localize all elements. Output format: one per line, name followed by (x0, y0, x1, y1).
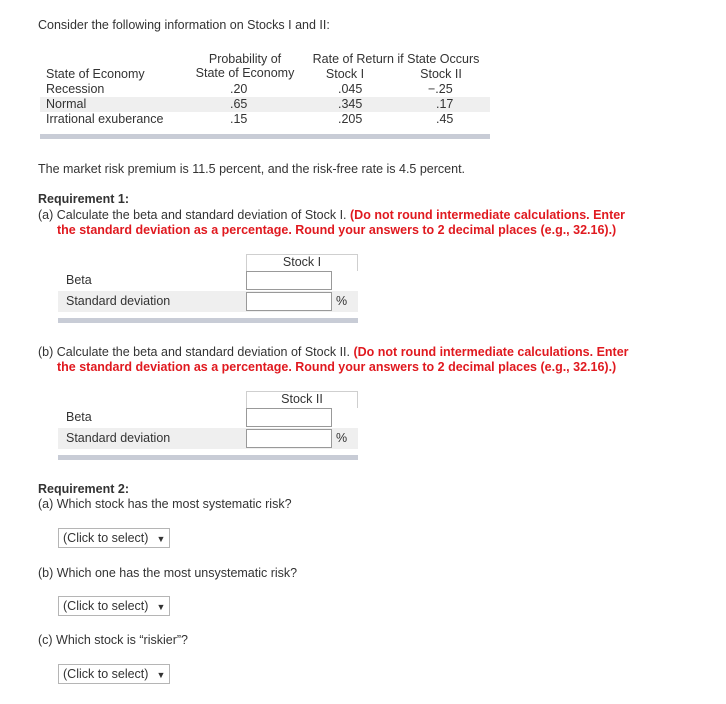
intro-text: Consider the following information on Stocks I and II: (38, 18, 330, 32)
prob-cell: .20 (230, 82, 248, 96)
stock1-header: Stock I (325, 67, 365, 81)
select-label: (Click to select) (63, 667, 149, 681)
req1-a-instructions-2: the standard deviation as a percentage. Round your answers to 2 decimal places (e.g., 32.16).) (57, 223, 617, 237)
req2-question-c: (c) Which stock is “riskier”? (38, 633, 189, 647)
req2-question-b: (b) Which one has the most unsystematic risk? (38, 566, 298, 580)
prob-cell: .65 (230, 97, 248, 111)
stock1-beta-input[interactable] (246, 271, 332, 290)
systematic-risk-select[interactable] (58, 528, 170, 548)
beta-label: Beta (66, 273, 92, 287)
stock2-cell: .17 (436, 97, 454, 111)
stock1-cell: .205 (338, 112, 363, 126)
table-divider (58, 318, 358, 323)
table-row (58, 270, 358, 291)
state-cell: Normal (46, 97, 87, 111)
unsystematic-risk-select[interactable] (58, 596, 170, 616)
stock2-cell: .45 (436, 112, 454, 126)
stock1-cell: .345 (338, 97, 363, 111)
ror-header: Rate of Return if State Occurs (312, 52, 480, 66)
sd-label: Standard deviation (66, 431, 171, 445)
stock2-cell: −.25 (428, 82, 453, 96)
state-cell: Recession (46, 82, 105, 96)
req1-question-b (38, 345, 629, 375)
stock2-sd-input[interactable] (246, 429, 332, 448)
select-label: (Click to select) (63, 599, 149, 613)
stock1-col-header: Stock I (246, 254, 358, 271)
beta-label: Beta (66, 410, 92, 424)
table-divider (58, 455, 358, 460)
table-row (58, 428, 358, 449)
req1-a-instructions-1: (Do not round intermediate calculations. Enter (350, 208, 626, 222)
stock2-header: Stock II (420, 67, 462, 81)
req2-title: Requirement 2: (38, 482, 129, 496)
state-header: State of Economy (46, 67, 145, 81)
table-row (40, 82, 490, 97)
prob-cell: .15 (230, 112, 248, 126)
req2-question-a: (a) Which stock has the most systematic risk? (38, 497, 292, 511)
table-row (40, 112, 490, 127)
req1-title: Requirement 1: (38, 192, 129, 206)
stock2-beta-input[interactable] (246, 408, 332, 427)
prob-header (190, 52, 300, 80)
req1-b-instructions-2: the standard deviation as a percentage. Round your answers to 2 decimal places (e.g., 32.16).) (57, 360, 617, 374)
stock2-col-header: Stock II (246, 391, 358, 408)
table-row (58, 407, 358, 428)
market-text: The market risk premium is 11.5 percent, and the risk-free rate is 4.5 percent. (38, 162, 466, 176)
table-row (40, 97, 490, 112)
table-divider (40, 134, 490, 139)
riskier-select[interactable] (58, 664, 170, 684)
triangle-down-icon: ▼ (156, 602, 166, 612)
stock1-cell: .045 (338, 82, 363, 96)
prob-header-line2: State of Economy (195, 66, 295, 80)
req1-a-text: (a) Calculate the beta and standard deviation of Stock I. (38, 208, 347, 222)
req1-question-a (38, 208, 625, 238)
triangle-down-icon: ▼ (156, 670, 166, 680)
percent-sign: % (336, 294, 348, 308)
sd-label: Standard deviation (66, 294, 171, 308)
stock1-sd-input[interactable] (246, 292, 332, 311)
prob-header-line1: Probability of (208, 52, 282, 66)
percent-sign: % (336, 431, 348, 445)
req1-b-text: (b) Calculate the beta and standard deviation of Stock II. (38, 345, 350, 359)
table-row (58, 291, 358, 312)
req1-b-instructions-1: (Do not round intermediate calculations. Enter (353, 345, 629, 359)
state-cell: Irrational exuberance (46, 112, 164, 126)
select-label: (Click to select) (63, 531, 149, 545)
triangle-down-icon: ▼ (156, 534, 166, 544)
